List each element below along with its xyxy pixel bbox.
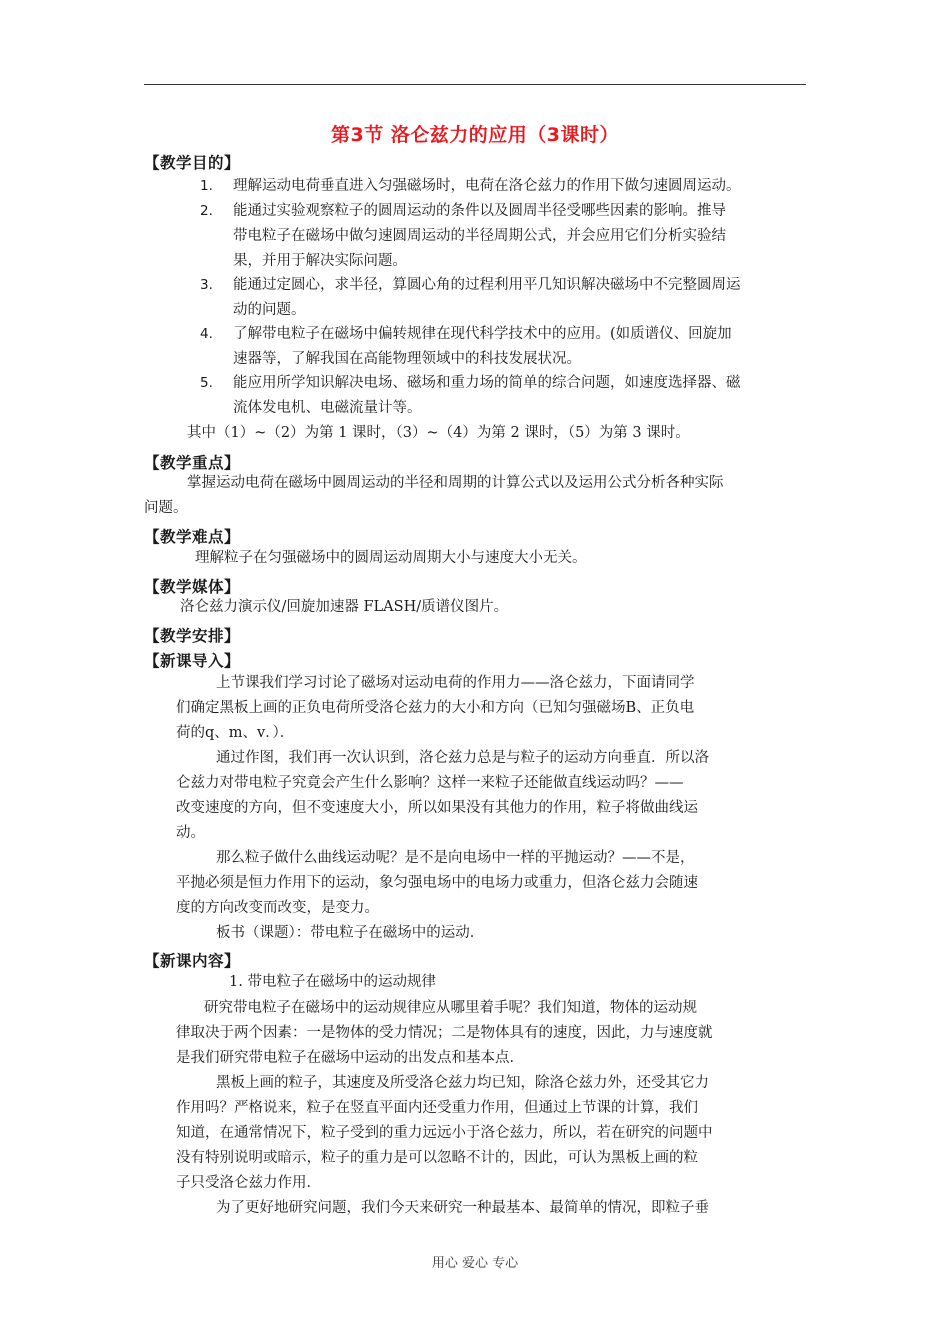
goal-line: 能通过定圆心，求半径，算圆心角的过程利用平几知识解决磁场中不完整圆周运 xyxy=(233,277,741,293)
intro-line: 荷的q、m、v．）． xyxy=(176,725,295,741)
goal-number: 1. xyxy=(200,178,213,194)
goal-line: 理解运动电荷垂直进入匀强磁场时，电荷在洛仑兹力的作用下做匀速圆周运动。 xyxy=(233,178,741,194)
intro-line: 动。 xyxy=(176,825,205,841)
intro-line: 上节课我们学习讨论了磁场对运动电荷的作用力——洛仑兹力，下面请同学 xyxy=(216,675,695,691)
content-line: 为了更好地研究问题，我们今天来研究一种最基本、最简单的情况，即粒子垂 xyxy=(216,1200,709,1216)
heading-goals: 【教学目的】 xyxy=(144,154,241,172)
key-points-line: 掌握运动电荷在磁场中圆周运动的半径和周期的计算公式以及运用公式分析各种实际 xyxy=(187,475,724,491)
goal-line: 速器等，了解我国在高能物理领域中的科技发展状况。 xyxy=(233,351,581,367)
content-line: 黑板上画的粒子，其速度及所受洛仑兹力均已知，除洛仑兹力外，还受其它力 xyxy=(216,1075,709,1091)
page-title: 第3节 洛仑兹力的应用（3课时） xyxy=(330,124,620,146)
page-footer: 用心 爱心 专心 xyxy=(431,1256,519,1271)
intro-line: 改变速度的方向，但不变速度大小，所以如果没有其他力的作用，粒子将做曲线运 xyxy=(176,800,698,816)
goal-line: 果，并用于解决实际问题。 xyxy=(233,253,407,269)
goal-line: 能应用所学知识解决电场、磁场和重力场的简单的综合问题，如速度选择器、磁 xyxy=(233,375,741,391)
goal-line: 能通过实验观察粒子的圆周运动的条件以及圆周半径受哪些因素的影响。推导 xyxy=(233,203,726,219)
goal-line: 流体发电机、电磁流量计等。 xyxy=(233,400,422,416)
intro-line: 仑兹力对带电粒子究竟会产生什么影响？这样一来粒子还能做直线运动吗？—— xyxy=(176,775,684,791)
goal-line: 动的问题。 xyxy=(233,302,306,318)
goals-note: 其中（1）~（2）为第 1 课时，（3）~（4）为第 2 课时，（5）为第 3 课时。 xyxy=(187,425,690,441)
media-text: 洛仑兹力演示仪/回旋加速器 FLASH/质谱仪图片。 xyxy=(180,599,509,615)
content-line: 知道，在通常情况下，粒子受到的重力远远小于洛仑兹力，所以，若在研究的问题中 xyxy=(176,1125,713,1141)
heading-media: 【教学媒体】 xyxy=(144,578,241,596)
key-points-line: 问题。 xyxy=(144,500,188,516)
content-line: 律取决于两个因素：一是物体的受力情况；二是物体具有的速度，因此，力与速度就 xyxy=(176,1025,713,1041)
intro-line: 那么粒子做什么曲线运动呢？是不是向电场中一样的平抛运动？——不是， xyxy=(216,850,695,866)
goal-number: 3. xyxy=(200,277,213,293)
header-rule xyxy=(144,84,806,85)
heading-key-points: 【教学重点】 xyxy=(144,454,241,472)
heading-content: 【新课内容】 xyxy=(144,952,241,970)
goal-line: 了解带电粒子在磁场中偏转规律在现代科学技术中的应用。(如质谱仪、回旋加 xyxy=(233,326,732,342)
content-line: 是我们研究带电粒子在磁场中运动的出发点和基本点． xyxy=(176,1050,524,1066)
intro-line: 们确定黑板上画的正负电荷所受洛仑兹力的大小和方向（已知匀强磁场B、正负电 xyxy=(176,700,695,716)
content-line: 研究带电粒子在磁场中的运动规律应从哪里着手呢？我们知道，物体的运动规 xyxy=(204,1000,697,1016)
intro-line: 通过作图，我们再一次认识到，洛仑兹力总是与粒子的运动方向垂直．所以洛 xyxy=(216,750,709,766)
heading-arrangement: 【教学安排】 xyxy=(144,627,241,645)
goal-number: 2. xyxy=(200,203,213,219)
goal-number: 4. xyxy=(200,326,213,342)
intro-line: 平抛必须是恒力作用下的运动，象匀强电场中的电场力或重力，但洛仑兹力会随速 xyxy=(176,875,698,891)
heading-intro: 【新课导入】 xyxy=(144,652,241,670)
goal-line: 带电粒子在磁场中做匀速圆周运动的半径周期公式，并会应用它们分析实验结 xyxy=(233,228,726,244)
intro-line: 板书（课题）：带电粒子在磁场中的运动． xyxy=(216,925,485,941)
heading-difficulties: 【教学难点】 xyxy=(144,528,241,546)
content-subheading: 1. 带电粒子在磁场中的运动规律 xyxy=(229,974,436,990)
content-line: 子只受洛仑兹力作用． xyxy=(176,1175,321,1191)
intro-line: 度的方向改变而改变，是变力。 xyxy=(176,900,379,916)
difficulties-text: 理解粒子在匀强磁场中的圆周运动周期大小与速度大小无关。 xyxy=(195,550,587,566)
goal-number: 5. xyxy=(200,375,213,391)
content-line: 作用吗？严格说来，粒子在竖直平面内还受重力作用，但通过上节课的计算，我们 xyxy=(176,1100,698,1116)
content-line: 没有特别说明或暗示，粒子的重力是可以忽略不计的，因此，可认为黑板上画的粒 xyxy=(176,1150,698,1166)
